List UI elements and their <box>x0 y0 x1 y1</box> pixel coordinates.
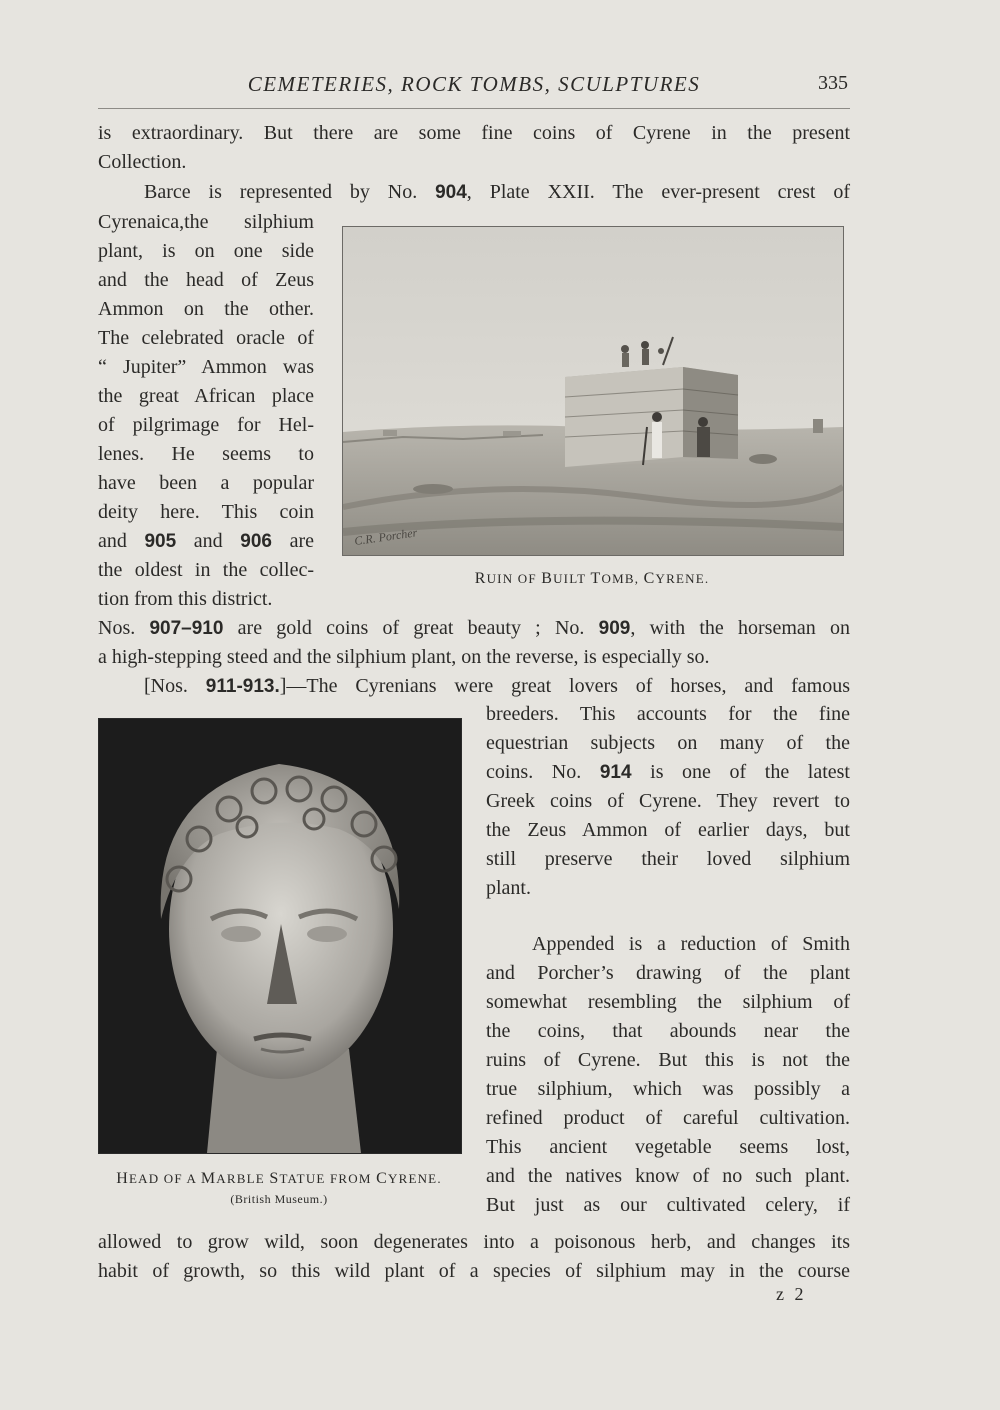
text-line: Greek coins of Cyrene. They revert to <box>486 790 850 812</box>
text-line: The celebrated oracle of <box>98 327 314 349</box>
text-line: plant, is on one side <box>98 240 314 262</box>
header-rule <box>98 108 850 109</box>
artist-signature: C.R. Porcher <box>353 525 419 548</box>
text-line: and Porcher’s drawing of the plant <box>486 962 850 984</box>
text-line: the Zeus Ammon of earlier days, but <box>486 819 850 841</box>
coin-number: 904 <box>435 182 467 203</box>
text-line: and the head of Zeus <box>98 269 314 291</box>
page-number: 335 <box>818 72 848 94</box>
text-line: But just as our cultivated celery, if <box>486 1194 850 1216</box>
text-line: somewhat resembling the silphium of <box>486 991 850 1013</box>
text-line: ruins of Cyrene. But this is not the <box>486 1049 850 1071</box>
text-line: Nos. 907–910 are gold coins of great beauty ; No. 909, with the horseman on <box>98 617 851 639</box>
text-line: “ Jupiter” Ammon was <box>98 356 314 378</box>
coin-number: 905 <box>144 531 177 552</box>
text-line: still preserve their loved silphium <box>486 848 850 870</box>
coin-number: 911-913. <box>205 676 280 697</box>
text-line: and the natives know of no such plant. <box>486 1165 850 1187</box>
coin-number: 914 <box>599 762 632 783</box>
text-line: the coins, that abounds near the <box>486 1020 850 1042</box>
tomb-illustration <box>342 226 844 556</box>
text-line: is extraordinary. But there are some fine coins of Cyrene in the present <box>98 122 850 144</box>
text-line: Barce is represented by No. 904, Plate XXII. The ever-present crest of <box>144 181 850 203</box>
statue-caption: HEAD OF A MARBLE STATUE FROM CYRENE. <box>116 1170 442 1187</box>
text-line: have been a popular <box>98 472 314 494</box>
text-line: coins. No. 914 is one of the latest <box>486 761 850 783</box>
running-title: CEMETERIES, ROCK TOMBS, SCULPTURES <box>247 72 701 96</box>
statue-caption-source: (British Museum.) <box>230 1192 328 1206</box>
text-line: Ammon on the other. <box>98 298 314 320</box>
text-line: This ancient vegetable seems lost, <box>486 1136 850 1158</box>
text-line: breeders. This accounts for the fine <box>486 703 850 725</box>
statue-head-photo <box>98 718 462 1154</box>
text-line: lenes. He seems to <box>98 443 314 465</box>
text-line: refined product of careful cultivation. <box>486 1107 850 1129</box>
text-line: deity here. This coin <box>98 501 314 523</box>
text-line: a high-stepping steed and the silphium plant, on the reverse, is especially so. <box>98 646 710 668</box>
text-line: Cyrenaica,the silphium <box>98 211 314 233</box>
text-line: [Nos. 911-913.]—The Cyrenians were great lovers of horses, and famous <box>144 675 851 697</box>
text-line: Collection. <box>98 151 187 173</box>
page-header <box>98 72 850 102</box>
coin-number: 906 <box>240 531 272 552</box>
text-line: the oldest in the collec- <box>98 559 314 581</box>
text-line: true silphium, which was possibly a <box>486 1078 850 1100</box>
text-line: plant. <box>486 877 531 899</box>
text-line: tion from this district. <box>98 588 273 610</box>
signature-mark: z 2 <box>776 1284 807 1304</box>
text-line: the great African place <box>98 385 314 407</box>
text-line: and 905 and 906 are <box>98 530 314 552</box>
statue-head-drawing <box>99 719 461 1153</box>
text-line: habit of growth, so this wild plant of a species of silphium may in the course <box>98 1260 850 1282</box>
text-line: of pilgrimage for Hel- <box>98 414 314 436</box>
tomb-drawing <box>343 227 843 555</box>
coin-number: 909 <box>598 618 631 639</box>
text-line: equestrian subjects on many of the <box>486 732 850 754</box>
text-line: allowed to grow wild, soon degenerates into a poisonous herb, and changes its <box>98 1231 850 1253</box>
coin-number: 907–910 <box>149 618 224 639</box>
text-line: Appended is a reduction of Smith <box>532 933 850 955</box>
tomb-caption: RUIN OF BUILT TOMB, CYRENE. <box>474 570 710 587</box>
